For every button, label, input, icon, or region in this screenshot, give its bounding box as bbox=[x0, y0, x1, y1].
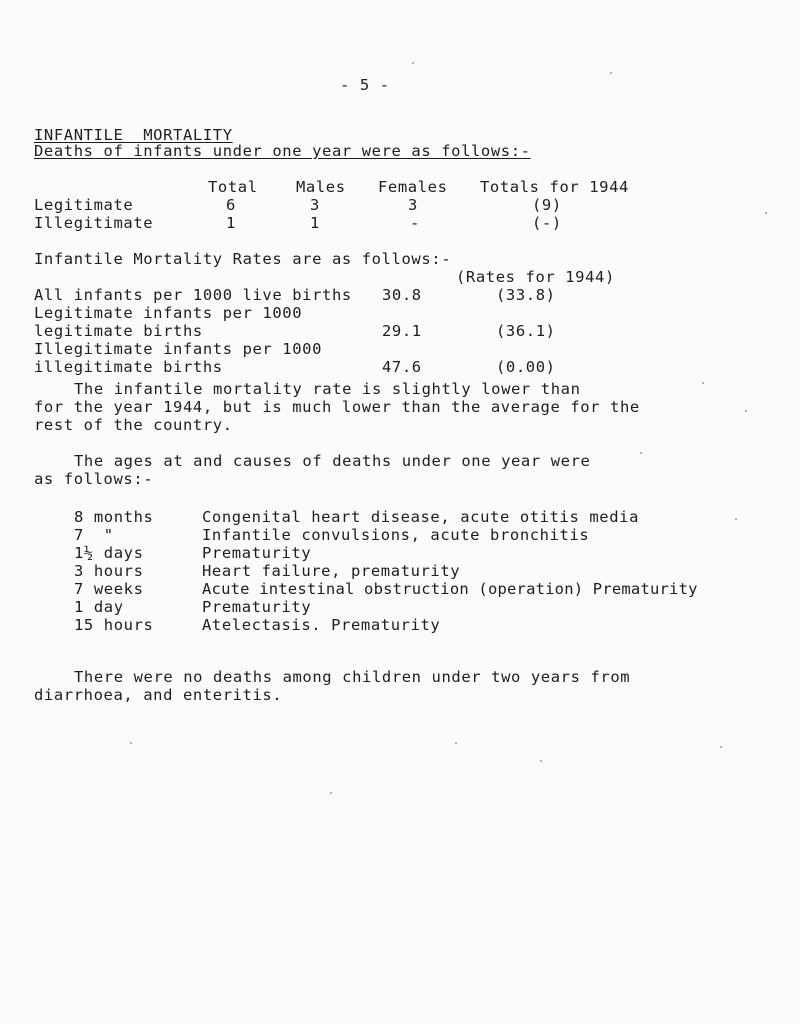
cause-age: 15 hours bbox=[74, 616, 154, 634]
cause-text: Congenital heart disease, acute otitis media bbox=[202, 508, 639, 526]
cause-text: Acute intestinal obstruction (operation) Prematurity bbox=[202, 580, 698, 598]
illegitimate-males: 1 bbox=[310, 214, 320, 232]
header-males: Males bbox=[296, 178, 346, 196]
legitimate-total: 6 bbox=[226, 196, 236, 214]
page-number: - 5 - bbox=[340, 76, 390, 94]
rate-value-all: 30.8 bbox=[382, 286, 422, 304]
rate-value-legitimate: 29.1 bbox=[382, 322, 422, 340]
legitimate-females: 3 bbox=[408, 196, 418, 214]
cause-text: Prematurity bbox=[202, 598, 312, 616]
rate-value-illegitimate: 47.6 bbox=[382, 358, 422, 376]
rates-column-header: (Rates for 1944) bbox=[456, 268, 615, 286]
cause-text: Infantile convulsions, acute bronchitis bbox=[202, 526, 590, 544]
speck bbox=[455, 742, 457, 744]
rate-prev-all: (33.8) bbox=[496, 286, 556, 304]
header-females: Females bbox=[378, 178, 448, 196]
paragraph2-line2: as follows:- bbox=[34, 470, 154, 488]
cause-age: 3 hours bbox=[74, 562, 144, 580]
rate-label-illegitimate-1: Illegitimate infants per 1000 bbox=[34, 340, 323, 358]
speck bbox=[720, 746, 722, 748]
rate-label-illegitimate-2: illegitimate births bbox=[34, 358, 223, 376]
speck bbox=[330, 792, 332, 794]
cause-age: 1½ days bbox=[74, 544, 144, 562]
illegitimate-totals-1944: (-) bbox=[532, 214, 562, 232]
header-total: Total bbox=[208, 178, 258, 196]
cause-age: 7 " bbox=[74, 526, 114, 544]
rate-label-legitimate-1: Legitimate infants per 1000 bbox=[34, 304, 303, 322]
illegitimate-total: 1 bbox=[226, 214, 236, 232]
cause-age: 1 day bbox=[74, 598, 124, 616]
paragraph1-line3: rest of the country. bbox=[34, 416, 233, 434]
cause-age: 7 weeks bbox=[74, 580, 144, 598]
speck bbox=[745, 410, 747, 412]
rate-prev-illegitimate: (0.00) bbox=[496, 358, 556, 376]
rate-label-legitimate-2: legitimate births bbox=[34, 322, 203, 340]
rates-heading: Infantile Mortality Rates are as follows:- bbox=[34, 250, 452, 268]
speck bbox=[765, 212, 767, 214]
speck bbox=[540, 760, 542, 762]
paragraph3-line2: diarrhoea, and enteritis. bbox=[34, 686, 283, 704]
legitimate-totals-1944: (9) bbox=[532, 196, 562, 214]
cause-text: Atelectasis. Prematurity bbox=[202, 616, 441, 634]
section-title: INFANTILE MORTALITY bbox=[34, 126, 233, 144]
paragraph1-line2: for the year 1944, but is much lower than the average for the bbox=[34, 398, 640, 416]
subtitle-text: Deaths of infants under one year were as follows:- bbox=[34, 142, 531, 160]
row-label-legitimate: Legitimate bbox=[34, 196, 134, 214]
rate-label-all: All infants per 1000 live births bbox=[34, 286, 352, 304]
speck bbox=[610, 72, 612, 74]
row-label-illegitimate: Illegitimate bbox=[34, 214, 154, 232]
legitimate-males: 3 bbox=[310, 196, 320, 214]
speck bbox=[702, 382, 704, 384]
paragraph3-line1: There were no deaths among children under two years from bbox=[74, 668, 631, 686]
speck bbox=[640, 452, 642, 454]
cause-text: Prematurity bbox=[202, 544, 312, 562]
cause-text: Heart failure, prematurity bbox=[202, 562, 461, 580]
header-totals-1944: Totals for 1944 bbox=[480, 178, 629, 196]
speck bbox=[735, 518, 737, 520]
cause-age: 8 months bbox=[74, 508, 154, 526]
paragraph1-line1: The infantile mortality rate is slightly lower than bbox=[74, 380, 581, 398]
illegitimate-females: - bbox=[410, 214, 420, 232]
rate-prev-legitimate: (36.1) bbox=[496, 322, 556, 340]
speck bbox=[412, 62, 414, 64]
subtitle bbox=[34, 142, 531, 160]
speck bbox=[130, 742, 132, 744]
paragraph2-line1: The ages at and causes of deaths under one year were bbox=[74, 452, 591, 470]
